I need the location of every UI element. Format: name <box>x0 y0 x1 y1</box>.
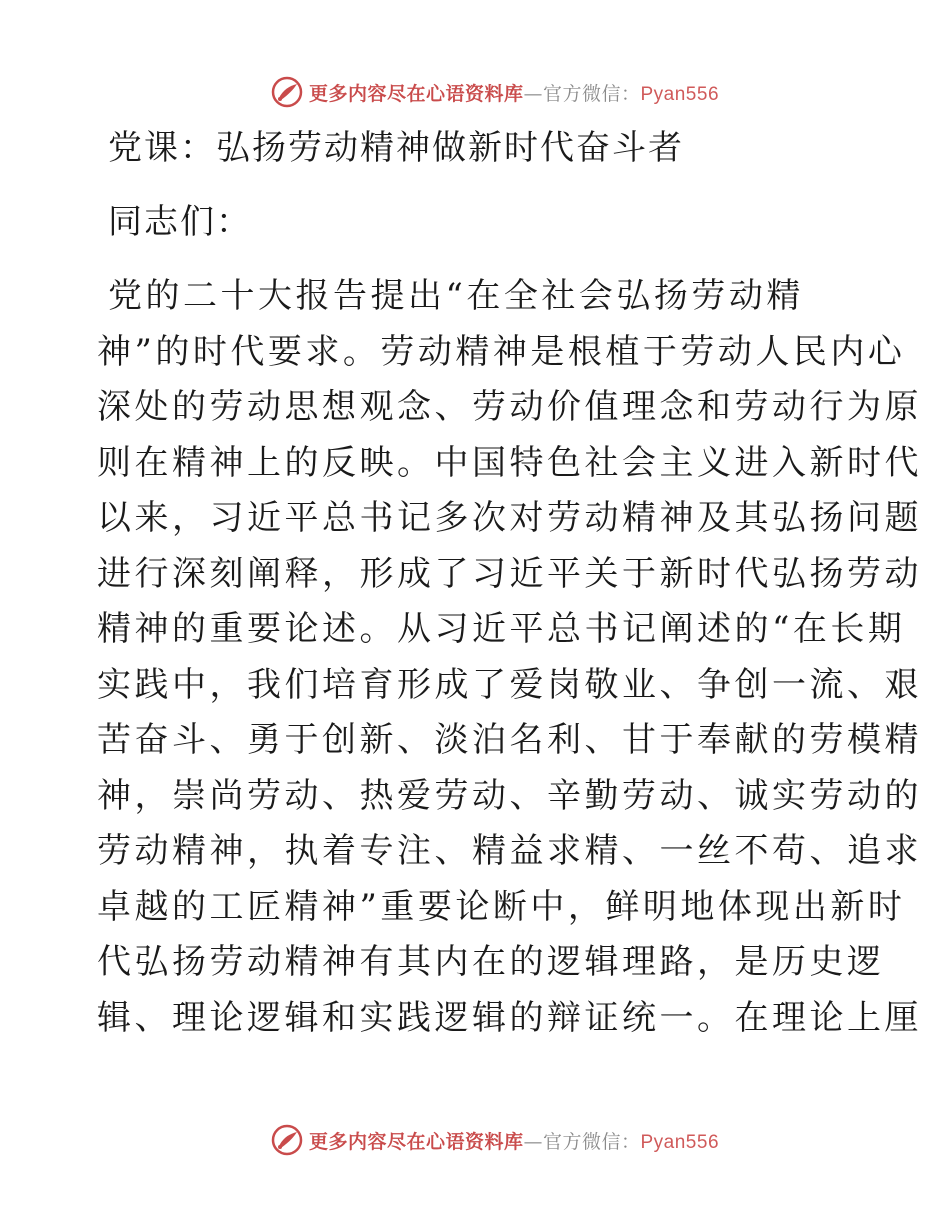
watermark-dash: — <box>523 1130 543 1153</box>
document-title: 党课：弘扬劳动精神做新时代奋斗者 <box>108 128 684 168</box>
body-line: 以来，习近平总书记多次对劳动精神及其弘扬问题 <box>97 498 922 538</box>
body-line: 党的二十大报告提出“在全社会弘扬劳动精 <box>108 276 804 316</box>
body-line: 精神的重要论述。从习近平总书记阐述的“在长期 <box>97 609 906 649</box>
watermark-wechat-label: 官方微信： <box>542 1130 641 1153</box>
watermark-group <box>271 76 719 108</box>
body-line: 实践中，我们培育形成了爱岗敬业、争创一流、艰 <box>97 664 922 705</box>
watermark-wechat-id: Pyan556 <box>640 83 720 105</box>
watermark-main-text: 更多内容尽在心语资料库 <box>308 1130 524 1153</box>
watermark-main-text: 更多内容尽在心语资料库 <box>308 82 524 105</box>
body-line: 神”的时代要求。劳动精神是根植于劳动人民内心 <box>97 331 906 372</box>
body-line: 卓越的工匠精神”重要论断中，鲜明地体现出新时 <box>97 886 906 927</box>
pen-logo-icon <box>271 76 303 108</box>
body-line: 进行深刻阐释，形成了习近平关于新时代弘扬劳动 <box>97 553 922 594</box>
watermark-wechat-label: 官方微信： <box>542 82 641 105</box>
watermark-text <box>309 79 719 106</box>
watermark-wechat-id: Pyan556 <box>640 1131 720 1153</box>
body-line: 神，崇尚劳动、热爱劳动、辛勤劳动、诚实劳动的 <box>97 775 922 816</box>
body-line: 则在精神上的反映。中国特色社会主义进入新时代 <box>97 442 922 483</box>
greeting-line: 同志们： <box>108 202 252 242</box>
footer-watermark-banner <box>0 1120 950 1160</box>
body-line: 苦奋斗、勇于创新、淡泊名利、甘于奉献的劳模精 <box>97 720 922 760</box>
body-paragraph <box>97 272 922 1049</box>
header-watermark-banner <box>0 72 950 112</box>
watermark-text <box>309 1127 719 1154</box>
body-line: 代弘扬劳动精神有其内在的逻辑理路，是历史逻 <box>97 942 885 982</box>
body-line: 辑、理论逻辑和实践逻辑的辩证统一。在理论上厘 <box>97 997 922 1038</box>
watermark-dash: — <box>523 82 543 105</box>
watermark-group <box>271 1124 719 1156</box>
pen-logo-icon <box>271 1124 303 1156</box>
body-line: 劳动精神，执着专注、精益求精、一丝不苟、追求 <box>97 831 922 871</box>
body-line: 深处的劳动思想观念、劳动价值理念和劳动行为原 <box>97 387 922 427</box>
